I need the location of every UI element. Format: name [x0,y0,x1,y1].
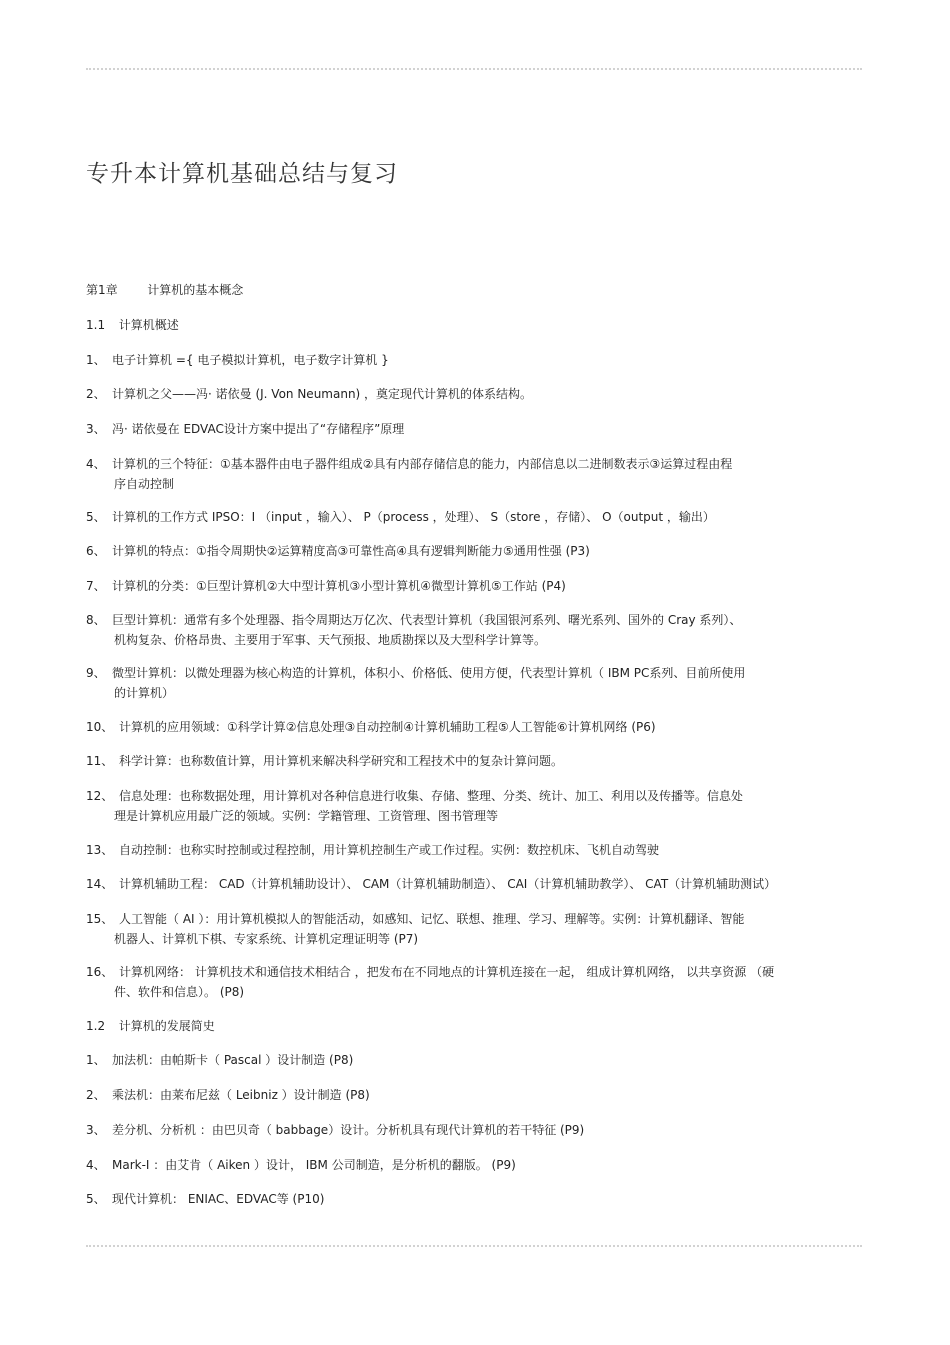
item-number: 4、 [86,457,106,471]
item-text: 计算机的分类：①巨型计算机②大中型计算机③小型计算机④微型计算机⑤工作站 (P4) [112,579,566,593]
item-number: 2、 [86,387,106,401]
item-number: 4、 [86,1158,106,1172]
item-number: 1、 [86,353,106,367]
section-label: 计算机的发展简史 [118,1019,215,1033]
item-number: 3、 [86,1123,106,1137]
item-text: 计算机的三个特征：①基本器件由电子器件组成②具有内部存储信息的能力，内部信息以二进制数表示③运算过程由程 [112,457,733,471]
chapter-number: 第1章 [86,283,118,297]
footer-divider [86,1245,862,1247]
item-number: 15、 [86,912,114,926]
item-text: 科学计算：也称数值计算，用计算机来解决科学研究和工程技术中的复杂计算问题。 [119,754,564,768]
item-text: Mark-I ：由艾肯（ Aiken ）设计， IBM 公司制造，是分析机的翻版。 (P9) [112,1158,516,1172]
item-text-continued: 机器人、计算机下棋、专家系统、计算机定理证明等 (P7) [114,932,419,946]
item-number: 5、 [86,1192,106,1206]
item-number: 10、 [86,720,114,734]
item-text: 自动控制：也称实时控制或过程控制，用计算机控制生产或工作过程。实例：数控机床、飞机自动驾驶 [119,843,660,857]
item-number: 11、 [86,754,114,768]
item-text-continued: 序自动控制 [114,477,175,491]
item-number: 8、 [86,613,106,627]
item-text-continued: 的计算机） [114,686,175,700]
item-number: 9、 [86,666,106,680]
item-text: 计算机的工作方式 IPSO：I （input ，输入）、 P（process ，处理）、 S（store ，存储）、 O（output ，输出） [112,510,715,524]
chapter-label: 计算机的基本概念 [147,283,244,297]
item-text-continued: 机构复杂、价格昂贵、主要用于军事、天气预报、地质勘探以及大型科学计算等。 [114,633,547,647]
item-number: 12、 [86,789,114,803]
item-text: 计算机网络： 计算机技术和通信技术相结合 ，把发布在不同地点的计算机连接在一起， 组成计算机网络， 以共享资源 （硬 [119,965,775,979]
item-number: 7、 [86,579,106,593]
section-number: 1.1 [86,318,106,332]
section-heading [86,314,179,336]
item-text: 计算机辅助工程： CAD（计算机辅助设计）、 CAM（计算机辅助制造）、 CAI（计算机辅助教学）、 CAT（计算机辅助测试） [119,877,777,891]
item-text: 乘法机：由莱布尼兹（ Leibniz ）设计制造 (P8) [112,1088,370,1102]
item-number: 3、 [86,422,106,436]
item-text-continued: 理是计算机应用最广泛的领域。实例：学籍管理、工资管理、图书管理等 [114,809,499,823]
chapter-heading [86,279,243,301]
item-number: 5、 [86,510,106,524]
header-divider [86,68,862,70]
item-number: 1、 [86,1053,106,1067]
item-number: 6、 [86,544,106,558]
item-number: 16、 [86,965,114,979]
item-number: 14、 [86,877,114,891]
item-number: 2、 [86,1088,106,1102]
item-text: 计算机的特点：①指令周期快②运算精度高③可靠性高④具有逻辑判断能力⑤通用性强 (P3) [112,544,590,558]
section-number: 1.2 [86,1019,106,1033]
item-text: 巨型计算机：通常有多个处理器、指令周期达万亿次、代表型计算机（我国银河系列、曙光系列、国外的 Cray 系列）、 [112,613,742,627]
item-text: 现代计算机： ENIAC、EDVAC等 (P10) [112,1192,325,1206]
item-number: 13、 [86,843,114,857]
item-text: 计算机之父——冯· 诺依曼 (J. Von Neumann) ，奠定现代计算机的体系结构。 [112,387,533,401]
item-text: 微型计算机：以微处理器为核心构造的计算机，体积小、价格低、使用方便，代表型计算机（ IBM PC系列、目前所使用 [112,666,746,680]
item-text: 信息处理：也称数据处理，用计算机对各种信息进行收集、存储、整理、分类、统计、加工、利用以及传播等。信息处 [119,789,744,803]
item-text-continued: 件、软件和信息）。 (P8) [114,985,245,999]
section-heading [86,1015,215,1037]
item-text: 电子计算机 ={ 电子模拟计算机，电子数字计算机 } [112,353,389,367]
item-text: 计算机的应用领域：①科学计算②信息处理③自动控制④计算机辅助工程⑤人工智能⑥计算机网络 (P6) [119,720,656,734]
item-text: 冯· 诺依曼在 EDVAC设计方案中提出了“存储程序”原理 [112,422,405,436]
item-text: 差分机、分析机 ：由巴贝奇（ babbage）设计。分析机具有现代计算机的若干特征 (P9) [112,1123,585,1137]
section-label: 计算机概述 [118,318,179,332]
item-text: 人工智能（ AI ）：用计算机模拟人的智能活动，如感知、记忆、联想、推理、学习、理解等。实例：计算机翻译、智能 [119,912,745,926]
item-text: 加法机：由帕斯卡（ Pascal ）设计制造 (P8) [112,1053,354,1067]
page-title: 专升本计算机基础总结与复习 [86,161,398,187]
